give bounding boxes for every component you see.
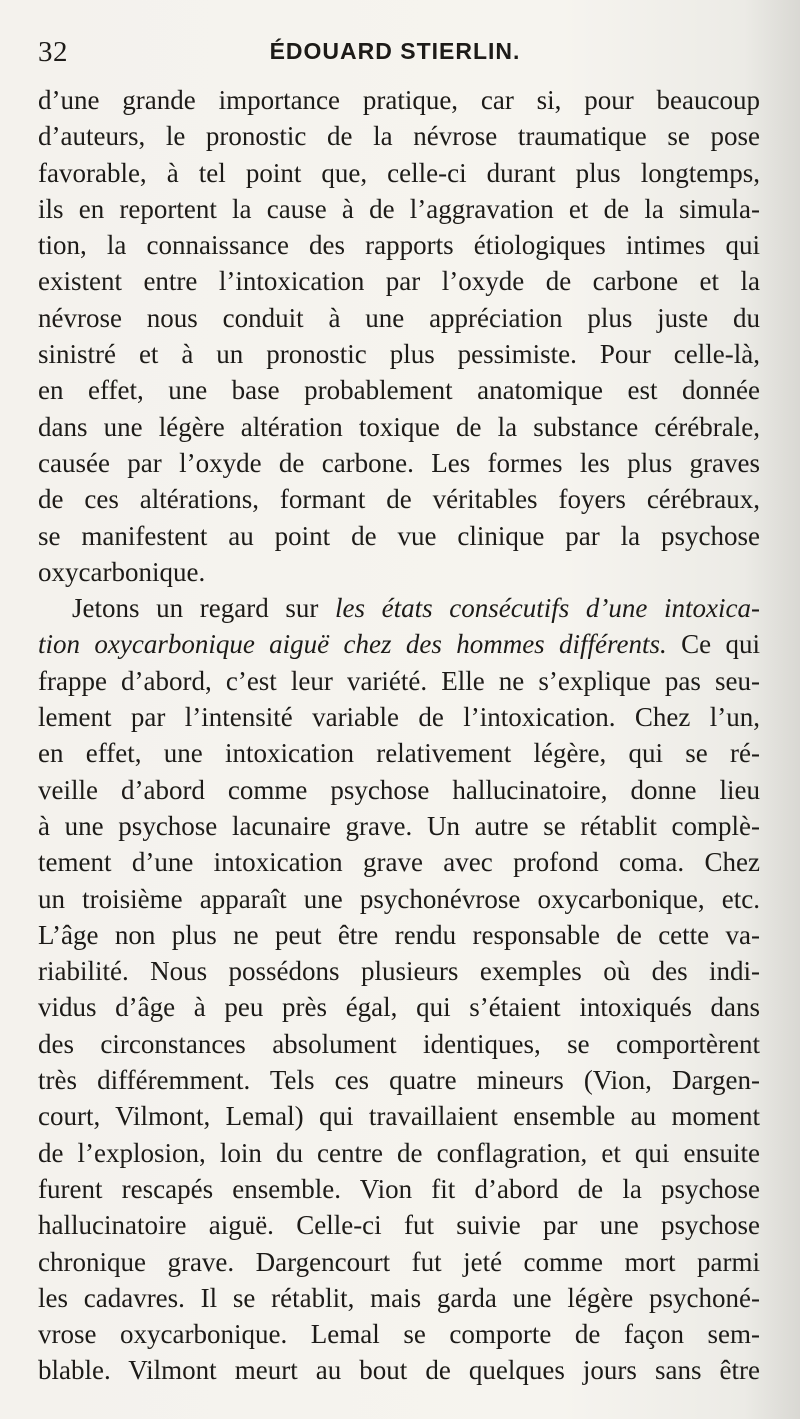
- text-line: des circonstances absolument identiques, se comportèrent: [38, 1028, 760, 1059]
- italic-run: les états consécutifs d’une intoxica-: [335, 593, 760, 624]
- text-line: en effet, une base probablement anatomique est donnée: [38, 375, 760, 406]
- text-line: très différemment. Tels ces quatre mineurs (Vion, Dargen-: [38, 1065, 760, 1096]
- text-line: favorable, à tel point que, celle-ci durant plus longtemps,: [38, 157, 760, 188]
- text-run: Ce qui: [666, 629, 760, 660]
- text-line: névrose nous conduit à une appréciation plus juste du: [38, 302, 760, 333]
- text-line: tion, la connaissance des rapports étiologiques intimes qui: [38, 230, 760, 261]
- text-line: de l’explosion, loin du centre de conflagration, et qui ensuite: [38, 1137, 760, 1168]
- running-head: ÉDOUARD STIERLIN.: [269, 38, 521, 64]
- text-line: tement d’une intoxication grave avec profond coma. Chez: [38, 847, 760, 878]
- text-line: [38, 626, 760, 662]
- page-header: [30, 30, 760, 74]
- text-line: existent entre l’intoxication par l’oxyde de carbone et la: [38, 266, 760, 297]
- text-line: en effet, une intoxication relativement légère, qui se ré-: [38, 738, 760, 769]
- text-line: causée par l’oxyde de carbone. Les formes les plus graves: [38, 447, 760, 478]
- text-line: L’âge non plus ne peut être rendu responsable de cette va-: [38, 919, 760, 950]
- text-line: riabilité. Nous possédons plusieurs exemples où des indi-: [38, 956, 760, 987]
- text-line: un troisième apparaît une psychonévrose oxycarbonique, etc.: [38, 883, 760, 914]
- text-line: à une psychose lacunaire grave. Un autre se rétablit complè-: [38, 810, 760, 841]
- text-line: hallucinatoire aiguë. Celle-ci fut suivie par une psychose: [38, 1210, 760, 1241]
- text-line: vrose oxycarbonique. Lemal se comporte de façon sem-: [38, 1319, 760, 1350]
- text-line: vidus d’âge à peu près égal, qui s’étaient intoxiqués dans: [38, 992, 760, 1023]
- text-line: court, Vilmont, Lemal) qui travaillaient ensemble au moment: [38, 1101, 760, 1132]
- text-line: veille d’abord comme psychose hallucinatoire, donne lieu: [38, 774, 760, 805]
- body-text: [38, 82, 760, 1389]
- text-run: Jetons un regard sur: [72, 593, 336, 624]
- text-line: blable. Vilmont meurt au bout de quelques jours sans être: [38, 1355, 760, 1386]
- text-line: chronique grave. Dargencourt fut jeté comme mort parmi: [38, 1246, 760, 1277]
- text-line: [38, 590, 760, 626]
- text-line: sinistré et à un pronostic plus pessimiste. Pour celle-là,: [38, 339, 760, 370]
- text-line: lement par l’intensité variable de l’intoxication. Chez l’un,: [38, 702, 760, 733]
- text-line: ils en reportent la cause à de l’aggravation et de la simula-: [38, 193, 760, 224]
- text-line: frappe d’abord, c’est leur variété. Elle ne s’explique pas seu-: [38, 665, 760, 696]
- page-number: 32: [38, 36, 68, 68]
- italic-run: tion oxycarbonique aiguë chez des hommes différents.: [38, 629, 667, 660]
- text-line: oxycarbonique.: [38, 556, 206, 587]
- text-line: furent rescapés ensemble. Vion fit d’abord de la psychose: [38, 1173, 760, 1204]
- text-line: dans une légère altération toxique de la substance cérébrale,: [38, 411, 760, 442]
- text-line: les cadavres. Il se rétablit, mais garda une légère psychoné-: [38, 1282, 760, 1313]
- text-line: d’une grande importance pratique, car si, pour beaucoup: [38, 85, 760, 115]
- text-line: se manifestent au point de vue clinique par la psychose: [38, 520, 760, 551]
- text-line: de ces altérations, formant de véritables foyers cérébraux,: [38, 484, 760, 515]
- text-line: d’auteurs, le pronostic de la névrose traumatique se pose: [38, 121, 760, 152]
